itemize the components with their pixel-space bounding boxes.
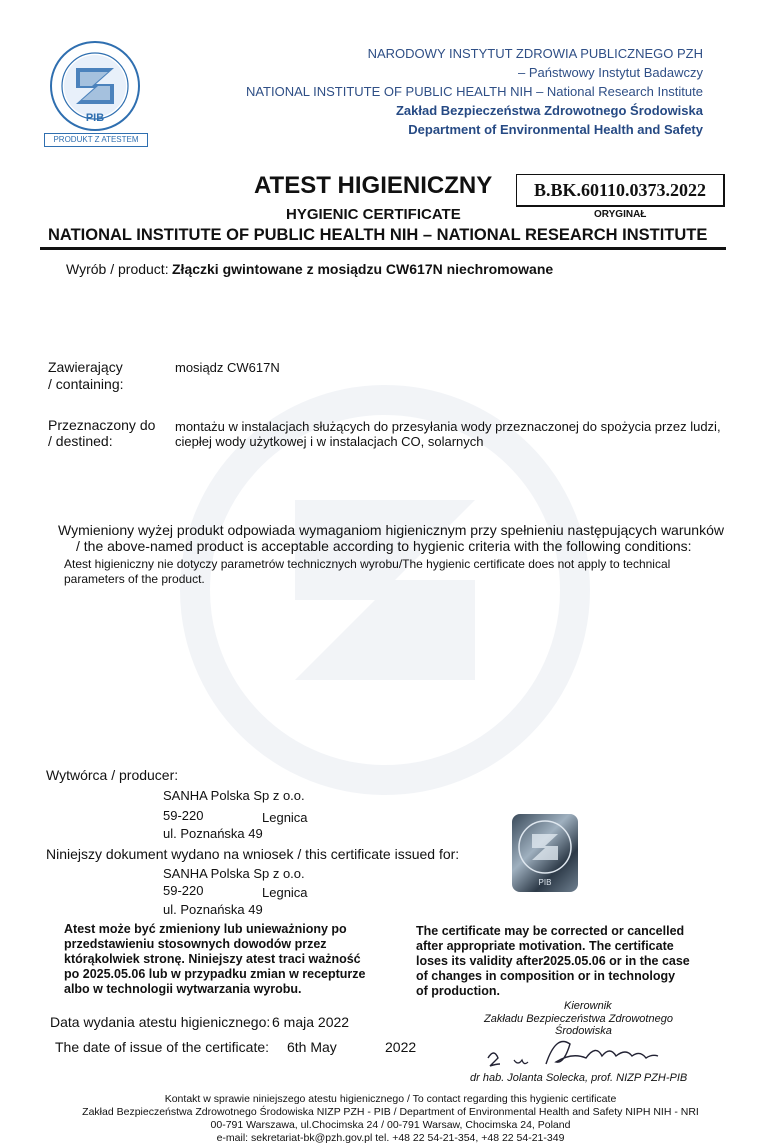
product-value: Złączki gwintowane z mosiądzu CW617N niechromowane [172,261,554,277]
header-line-1: NARODOWY INSTYTUT ZDROWIA PUBLICZNEGO PZH [367,46,703,61]
issued-for-city: Legnica [262,885,308,900]
validity-pl-2: przedstawieniu stosownych dowodów przez [64,937,327,951]
validity-pl-5: albo w technologii wytwarzania wyrobu. [64,982,302,996]
logo-caption: PRODUKT Z ATESTEM [44,133,148,147]
header-line-2: – Państwowy Instytut Badawczy [518,65,703,80]
validity-en-2: after appropriate motivation. The certificate [416,939,674,953]
issued-for-postcode: 59-220 [163,883,204,898]
conditions-line-4: parameters of the product. [64,572,205,586]
containing-label-en: / containing: [48,376,124,392]
containing-value: mosiądz CW617N [175,360,280,375]
producer-name: SANHA Polska Sp z o.o. [163,788,305,803]
producer-label: Wytwórca / producer: [46,767,179,783]
signatory-role-3: Środowiska [555,1025,612,1037]
institute-logo [40,36,150,148]
destined-label-pl: Przeznaczony do [48,417,156,433]
validity-pl-1: Atest może być zmieniony lub unieważniony po [64,922,347,936]
header-line-5: Department of Environmental Health and Safety [408,122,703,137]
conditions-line-1: Wymieniony wyżej produkt odpowiada wymaganiom higienicznym przy spełnieniu następujących warunków [58,522,724,538]
validity-pl-4: po 2025.05.06 lub w przypadku zmian w recepturze [64,967,366,981]
conditions-line-2: / the above-named product is acceptable according to hygienic criteria with the following conditions: [76,538,692,554]
signatory-role-1: Kierownik [564,1000,612,1012]
footer-line-3: 00-791 Warszawa, ul.Chocimska 24 / 00-791 Warsaw, Chocimska 24, Poland [210,1119,571,1131]
conditions-line-3: Atest higieniczny nie dotyczy parametrów technicznych wyrobu/The hygienic certificate does not apply to technical [64,557,671,571]
validity-en-3: loses its validity after2025.05.06 or in the case [416,954,690,968]
validity-en-4: of changes in composition or in technology [416,969,676,983]
containing-label-pl: Zawierający [48,359,123,375]
issue-date-pl-label: Data wydania atestu higienicznego: [50,1014,271,1030]
certificate-title: ATEST HIGIENICZNY [254,172,493,199]
logo-center-text: PIB [85,112,105,124]
footer-line-4: e-mail: sekretariat-bk@pzh.gov.pl tel. +48 22 54-21-354, +48 22 54-21-349 [216,1132,565,1144]
title-rule [40,247,726,250]
certificate-number: B.BK.60110.0373.2022 [516,174,725,207]
validity-pl-3: którąkolwiek stronę. Niniejszy atest traci ważność [64,952,361,966]
issue-date-pl-value: 6 maja 2022 [272,1014,350,1030]
issued-for-street: ul. Poznańska 49 [163,902,263,917]
header-line-3: NATIONAL INSTITUTE OF PUBLIC HEALTH NIH – National Research Institute [245,84,703,99]
issued-for-name: SANHA Polska Sp z o.o. [163,866,305,881]
footer-line-2: Zakład Bezpieczeństwa Zdrowotnego Środowiska NIZP PZH - PIB / Department of Environmental Health and Safety NIPH NIH - NRI [82,1106,699,1118]
signatory-role-2: Zakładu Bezpieczeństwa Zdrowotnego [484,1013,673,1025]
issue-date-en-label: The date of issue of the certificate: [55,1039,270,1055]
hologram-text: PIB [538,878,552,887]
issue-date-en-value: 6th May [287,1039,337,1055]
producer-city: Legnica [262,810,308,825]
institute-name: NATIONAL INSTITUTE OF PUBLIC HEALTH NIH – NATIONAL RESEARCH INSTITUTE [48,226,708,244]
header-line-4: Zakład Bezpieczeństwa Zdrowotnego Środowiska [395,103,703,118]
destined-value-2: ciepłej wody użytkowej i w instalacjach CO, solarnych [175,434,484,449]
hologram-seal [512,814,578,892]
signatory-name: dr hab. Jolanta Solecka, prof. NIZP PZH-PIB [470,1072,688,1084]
validity-en-1: The certificate may be corrected or cancelled [416,924,685,938]
original-stamp: ORYGINAŁ [594,209,647,220]
producer-postcode: 59-220 [163,808,204,823]
destined-value-1: montażu w instalacjach służących do przesyłania wody przeznaczonej do spożycia przez ludzi, [175,419,721,434]
footer-line-1: Kontakt w sprawie niniejszego atestu higienicznego / To contact regarding this hygienic certificate [164,1093,617,1105]
issued-for-label: Niniejszy dokument wydano na wniosek / this certificate issued for: [46,846,460,862]
issue-date-en-year: 2022 [385,1039,417,1055]
destined-label-en: / destined: [48,433,113,449]
signature [486,1036,696,1070]
certificate-subtitle: HYGIENIC CERTIFICATE [286,206,461,223]
product-label: Wyrób / product: [66,261,169,277]
producer-street: ul. Poznańska 49 [163,826,263,841]
validity-en-5: of production. [416,984,501,998]
